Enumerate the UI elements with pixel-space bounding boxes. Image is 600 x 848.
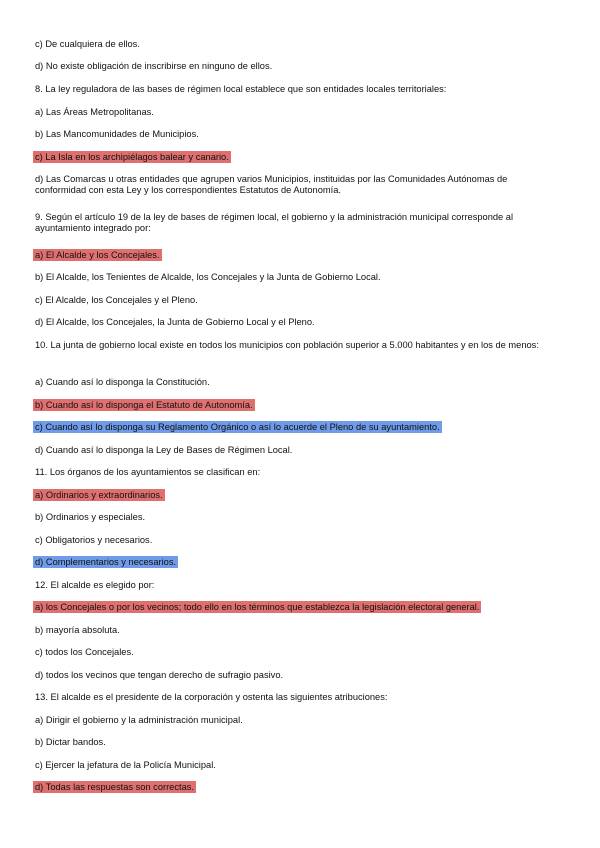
option-line — [35, 737, 106, 748]
line-text: 13. El alcalde es el presidente de la corporación y ostenta las siguientes atribuciones: — [35, 692, 388, 702]
option-line — [35, 625, 120, 636]
option-line — [35, 317, 315, 328]
line-text: a) Las Áreas Metropolitanas. — [35, 107, 154, 117]
line-text: 9. Según el artículo 19 de la ley de bases de régimen local, el gobierno y la administración municipal corresponde al ayuntamiento integrado por: — [35, 212, 514, 233]
option-line — [35, 295, 198, 306]
highlighted-answer-red: a) Ordinarios y extraordinarios. — [35, 490, 163, 500]
line-text: d) El Alcalde, los Concejales, la Junta de Gobierno Local y el Pleno. — [35, 317, 315, 327]
text-line — [35, 61, 272, 72]
line-text: 12. El alcalde es elegido por: — [35, 580, 155, 590]
line-text: b) El Alcalde, los Tenientes de Alcalde, los Concejales y la Junta de Gobierno Local. — [35, 272, 381, 282]
line-text: c) De cualquiera de ellos. — [35, 39, 140, 49]
line-text: a) Cuando así lo disponga la Constitución. — [35, 377, 210, 387]
option-line — [35, 557, 178, 568]
line-text: 11. Los órganos de los ayuntamientos se clasifican en: — [35, 467, 261, 477]
line-text: c) Obligatorios y necesarios. — [35, 535, 153, 545]
option-line — [35, 670, 283, 681]
option-line — [35, 377, 210, 388]
highlighted-answer-red: a) los Concejales o por los vecinos; todo ello en los términos que establezca la legislación electoral general. — [35, 602, 480, 612]
option-line — [35, 647, 134, 658]
line-text: 8. La ley reguladora de las bases de régimen local establece que son entidades locales territoriales: — [35, 84, 447, 94]
option-line — [35, 129, 199, 140]
question-line — [35, 467, 260, 478]
line-text: d) No existe obligación de inscribirse en ninguno de ellos. — [35, 61, 273, 71]
line-text: c) Ejercer la jefatura de la Policía Municipal. — [35, 760, 216, 770]
highlighted-answer-red: a) El Alcalde y los Concejales. — [35, 250, 160, 260]
line-text: b) mayoría absoluta. — [35, 625, 120, 635]
option-line — [35, 250, 162, 261]
question-line — [35, 212, 560, 234]
highlighted-answer-red: d) Todas las respuestas son correctas. — [35, 782, 194, 792]
option-line — [35, 602, 481, 613]
option-line — [35, 152, 231, 163]
line-text: c) todos los Concejales. — [35, 647, 134, 657]
question-line — [35, 580, 154, 591]
line-text: a) Dirigir el gobierno y la administración municipal. — [35, 715, 243, 725]
option-line — [35, 272, 381, 283]
line-text: d) todos los vecinos que tengan derecho de sufragio pasivo. — [35, 670, 284, 680]
text-line — [35, 39, 140, 50]
option-line — [35, 422, 442, 433]
line-text: c) El Alcalde, los Concejales y el Pleno. — [35, 295, 198, 305]
option-line — [35, 715, 243, 726]
option-line — [35, 445, 292, 456]
line-text: b) Ordinarios y especiales. — [35, 512, 146, 522]
line-text: 10. La junta de gobierno local existe en todos los municipios con población superior a 5.000 habitantes y en los de menos: — [35, 340, 539, 350]
option-line — [35, 174, 560, 196]
line-text: d) Las Comarcas u otras entidades que agrupen varios Municipios, instituidas por las Comunidades Autónomas de conformidad con esta Ley y los correspondientes Estatutos de Autonomía. — [35, 174, 508, 195]
question-line — [35, 84, 446, 95]
option-line — [35, 760, 216, 771]
option-line — [35, 400, 255, 411]
option-line — [35, 107, 154, 118]
line-text: b) Las Mancomunidades de Municipios. — [35, 129, 199, 139]
option-line — [35, 512, 145, 523]
option-line — [35, 535, 152, 546]
highlighted-answer-red: c) La Isla en los archipiélagos balear y canario. — [35, 152, 229, 162]
highlighted-answer-blue: d) Complementarios y necesarios. — [35, 557, 177, 567]
question-line — [35, 340, 560, 351]
option-line — [35, 490, 165, 501]
highlighted-answer-red: b) Cuando así lo disponga el Estatuto de Autonomía. — [35, 400, 253, 410]
highlighted-answer-blue: c) Cuando así lo disponga su Reglamento Orgánico o así lo acuerde el Pleno de su ayuntamiento. — [35, 422, 440, 432]
option-line — [35, 782, 196, 793]
question-line — [35, 692, 387, 703]
line-text: b) Dictar bandos. — [35, 737, 106, 747]
line-text: d) Cuando así lo disponga la Ley de Bases de Régimen Local. — [35, 445, 293, 455]
